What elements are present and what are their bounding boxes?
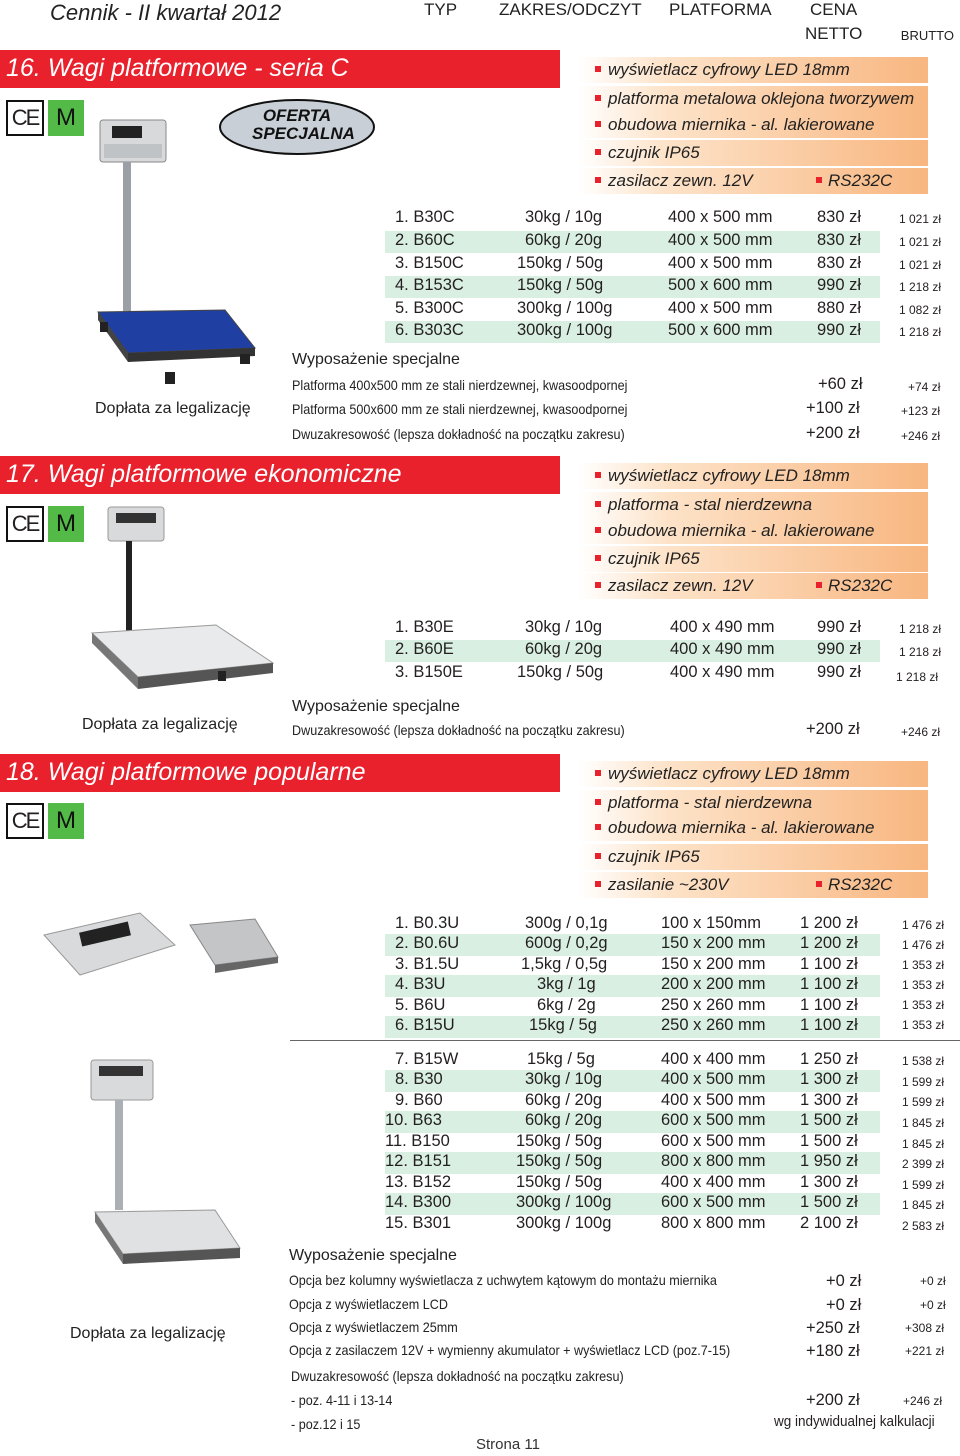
bullet-icon: [595, 501, 601, 507]
feature-text: zasilanie ~230V: [608, 875, 729, 894]
platform-cell: 400 x 500 mm: [668, 231, 773, 249]
feature-text: obudowa miernika - al. lakierowane: [608, 521, 875, 540]
platform-cell: 600 x 500 mm: [661, 1193, 766, 1211]
model-cell: 4. B3U: [395, 975, 446, 993]
range-cell: 150kg / 50g: [517, 276, 604, 294]
bullet-icon: [595, 582, 601, 588]
model-cell: 1. B0.3U: [395, 914, 460, 932]
range-cell: 15kg / 5g: [529, 1016, 597, 1034]
platform-cell: 150 x 200 mm: [661, 934, 766, 952]
feature-text: obudowa miernika - al. lakierowane: [608, 818, 875, 837]
bullet-icon: [816, 881, 822, 887]
model-cell: 5. B6U: [395, 996, 446, 1014]
range-cell: 3kg / 1g: [537, 975, 596, 993]
table-row: [385, 975, 880, 997]
net-price-cell: 1 100 zł: [800, 955, 858, 973]
range-cell: 150kg / 50g: [516, 1173, 603, 1191]
platform-cell: 400 x 490 mm: [670, 663, 775, 681]
range-cell: 150kg / 50g: [516, 1152, 603, 1170]
ce-mark-icon: CE: [6, 803, 44, 839]
gross-price-cell: 1 845 zł: [902, 1137, 945, 1151]
range-cell: 60kg / 20g: [525, 640, 603, 658]
platform-cell: 400 x 490 mm: [670, 618, 775, 636]
ce-mark-icon: CE: [6, 506, 44, 542]
model-cell: 8. B30: [395, 1070, 443, 1088]
section-17-title: 17. Wagi platformowe ekonomiczne: [6, 460, 402, 488]
bullet-icon: [595, 824, 601, 830]
net-price-cell: 1 200 zł: [800, 934, 858, 952]
feature-row: [578, 815, 928, 841]
special-equipment-title: Wyposażenie specjalne: [289, 1247, 457, 1264]
m-mark-icon: M: [48, 506, 84, 542]
model-cell: 13. B152: [385, 1173, 452, 1191]
table-row: [385, 231, 880, 253]
net-price-cell: 1 100 zł: [800, 975, 858, 993]
col-typ: TYP: [424, 0, 458, 19]
bullet-icon: [816, 177, 822, 183]
col-cena: CENA: [810, 0, 858, 19]
table-row: [385, 1214, 880, 1236]
range-cell: 30kg / 10g: [525, 1070, 603, 1088]
net-price-cell: 1 500 zł: [800, 1111, 858, 1129]
extra-gross: +308 zł: [905, 1321, 945, 1335]
col-platforma: PLATFORMA: [669, 0, 772, 19]
table-row: [385, 663, 880, 685]
gross-price-cell: 1 353 zł: [902, 978, 945, 992]
extra-net: +60 zł: [818, 375, 863, 393]
feature-text: platforma - stal nierdzewna: [608, 495, 813, 514]
gross-price-cell: 1 599 zł: [902, 1178, 945, 1192]
model-cell: 1. B30C: [395, 208, 455, 226]
extra-label: Platforma 500x600 mm ze stali nierdzewnej, kwasoodpornej: [292, 401, 628, 417]
platform-cell: 400 x 500 mm: [661, 1070, 766, 1088]
extra-gross: +221 zł: [905, 1344, 945, 1358]
model-cell: 9. B60: [395, 1091, 443, 1109]
col-brutto: BRUTTO: [900, 28, 954, 43]
model-cell: 2. B60E: [395, 640, 454, 658]
legalization-fee-label: Dopłata za legalizację: [95, 400, 251, 417]
table-row: [385, 914, 880, 936]
range-cell: 15kg / 5g: [527, 1050, 595, 1068]
dual-range-label: Dwuzakresowość (lepsza dokładność na początku zakresu): [291, 1368, 624, 1384]
feature-text: platforma metalowa oklejona tworzywem: [608, 89, 915, 108]
table-row: [385, 934, 880, 956]
extra-label: Opcja z zasilaczem 12V + wymienny akumulator + wyświetlacz LCD (poz.7-15): [289, 1342, 731, 1358]
range-cell: 600g / 0,2g: [525, 934, 608, 952]
gross-price-cell: 1 218 zł: [899, 645, 942, 659]
bullet-icon: [595, 149, 601, 155]
special-equipment-title: Wyposażenie specjalne: [292, 351, 460, 368]
table-row: [385, 1050, 880, 1072]
gross-price-cell: 1 021 zł: [899, 235, 942, 249]
table-row: [385, 1016, 880, 1038]
col-zakres: ZAKRES/ODCZYT: [499, 0, 642, 19]
section-17-bar: [0, 456, 560, 494]
range-cell: 60kg / 20g: [525, 231, 603, 249]
platform-cell: 400 x 500 mm: [661, 1091, 766, 1109]
net-price-cell: 1 500 zł: [800, 1132, 858, 1150]
bullet-icon: [816, 582, 822, 588]
platform-cell: 500 x 600 mm: [668, 276, 773, 294]
platform-cell: 250 x 260 mm: [661, 996, 766, 1014]
special-offer-text: OFERTA SPECJALNA: [252, 106, 355, 143]
gross-price-cell: 1 353 zł: [902, 958, 945, 972]
feature-text: czujnik IP65: [608, 549, 700, 568]
feature-row: [578, 463, 928, 489]
platform-cell: 200 x 200 mm: [661, 975, 766, 993]
extra-label: Dwuzakresowość (lepsza dokładność na początku zakresu): [292, 722, 625, 738]
range-cell: 150kg / 50g: [516, 1132, 603, 1150]
extra-net: +100 zł: [806, 399, 860, 417]
model-cell: 1. B30E: [395, 618, 454, 636]
gross-price-cell: 2 399 zł: [902, 1157, 945, 1171]
feature-text: RS232C: [828, 171, 893, 190]
extra-label: Opcja z wyświetlaczem LCD: [289, 1296, 448, 1312]
gross-price-cell: 1 476 zł: [902, 938, 945, 952]
platform-cell: 400 x 400 mm: [661, 1173, 766, 1191]
divider: [290, 1040, 960, 1041]
table-row: [385, 955, 880, 977]
bullet-icon: [595, 799, 601, 805]
extra-label: Dwuzakresowość (lepsza dokładność na początku zakresu): [292, 426, 625, 442]
feature-text: wyświetlacz cyfrowy LED 18mm: [608, 60, 850, 79]
page-number: Strona 11: [476, 1436, 540, 1453]
gross-price-cell: 1 218 zł: [899, 325, 942, 339]
bullet-icon: [595, 472, 601, 478]
legalization-fee-label: Dopłata za legalizację: [82, 716, 238, 733]
poz-range-1-gross: +246 zł: [903, 1394, 943, 1408]
model-cell: 14. B300: [385, 1193, 452, 1211]
platform-cell: 250 x 260 mm: [661, 1016, 766, 1034]
model-cell: 10. B63: [385, 1111, 442, 1129]
special-equipment-title: Wyposażenie specjalne: [292, 698, 460, 715]
m-mark-icon: M: [48, 803, 84, 839]
net-price-cell: 1 500 zł: [800, 1193, 858, 1211]
extra-label: Opcja z wyświetlaczem 25mm: [289, 1319, 458, 1335]
gross-price-cell: 1 218 zł: [899, 622, 942, 636]
gross-price-cell: 1 845 zł: [902, 1198, 945, 1212]
table-row: [385, 1070, 880, 1092]
table-row: [385, 1193, 880, 1215]
bullet-icon: [595, 66, 601, 72]
gross-price-cell: 1 082 zł: [899, 303, 942, 317]
model-cell: 12. B151: [385, 1152, 452, 1170]
range-cell: 300g / 0,1g: [525, 914, 608, 932]
poz-range-2: - poz.12 i 15: [291, 1416, 361, 1432]
extra-net: +180 zł: [806, 1342, 860, 1360]
gross-price-cell: 1 599 zł: [902, 1075, 945, 1089]
gross-price-cell: 1 021 zł: [899, 212, 942, 226]
poz-range-2-note: wg indywidualnej kalkulacji: [774, 1413, 935, 1430]
gross-price-cell: 1 476 zł: [902, 918, 945, 932]
feature-row: [578, 546, 928, 572]
bullet-icon: [595, 95, 601, 101]
feature-text: obudowa miernika - al. lakierowane: [608, 115, 875, 134]
extra-net: +0 zł: [826, 1296, 862, 1314]
net-price-cell: 1 300 zł: [800, 1091, 858, 1109]
platform-cell: 400 x 400 mm: [661, 1050, 766, 1068]
table-row: [385, 276, 880, 298]
range-cell: 30kg / 10g: [525, 618, 603, 636]
feature-row: [578, 57, 928, 83]
feature-row: [578, 872, 928, 898]
platform-cell: 100 x 150mm: [661, 914, 761, 932]
certification-marks: [6, 506, 84, 542]
section-18-bar: [0, 754, 560, 792]
model-cell: 15. B301: [385, 1214, 452, 1232]
net-price-cell: 990 zł: [817, 321, 862, 339]
feature-row: [578, 844, 928, 870]
net-price-cell: 830 zł: [817, 208, 862, 226]
extra-gross: +246 zł: [901, 725, 941, 739]
gross-price-cell: 1 218 zł: [899, 280, 942, 294]
feature-row: [578, 140, 928, 166]
bullet-icon: [595, 555, 601, 561]
certification-marks: [6, 803, 84, 839]
platform-cell: 800 x 800 mm: [661, 1152, 766, 1170]
platform-cell: 400 x 500 mm: [668, 208, 773, 226]
feature-text: RS232C: [828, 576, 893, 595]
table-row: [385, 1111, 880, 1133]
scale-c-image: [90, 110, 270, 390]
table-row: [385, 299, 880, 321]
net-price-cell: 1 300 zł: [800, 1070, 858, 1088]
section-16-bar: [0, 50, 560, 88]
scale-b-image: [65, 1050, 265, 1290]
net-price-cell: 1 100 zł: [800, 1016, 858, 1034]
net-price-cell: 1 250 zł: [800, 1050, 858, 1068]
model-cell: 5. B300C: [395, 299, 464, 317]
range-cell: 300kg / 100g: [517, 321, 613, 339]
table-row: [385, 640, 880, 662]
model-cell: 3. B150E: [395, 663, 463, 681]
gross-price-cell: 1 218 zł: [896, 670, 939, 684]
gross-price-cell: 1 021 zł: [899, 258, 942, 272]
platform-cell: 400 x 490 mm: [670, 640, 775, 658]
bullet-icon: [595, 121, 601, 127]
gross-price-cell: 2 583 zł: [902, 1219, 945, 1233]
range-cell: 300kg / 100g: [517, 299, 613, 317]
net-price-cell: 990 zł: [817, 276, 862, 294]
extra-gross: +0 zł: [920, 1274, 946, 1288]
section-16-title: 16. Wagi platformowe - seria C: [6, 54, 349, 82]
legalization-fee-label: Dopłata za legalizację: [70, 1325, 226, 1342]
m-mark-icon: M: [48, 100, 84, 136]
model-cell: 11. B150: [385, 1132, 450, 1150]
model-cell: 6. B303C: [395, 321, 464, 339]
bullet-icon: [595, 853, 601, 859]
table-row: [385, 618, 880, 640]
extra-net: +200 zł: [806, 424, 860, 442]
extra-gross: +246 zł: [901, 429, 941, 443]
poz-range-1-net: +200 zł: [806, 1391, 860, 1409]
feature-row: [578, 790, 928, 816]
bullet-icon: [595, 177, 601, 183]
feature-row: [578, 518, 928, 544]
gross-price-cell: 1 538 zł: [902, 1054, 945, 1068]
net-price-cell: 1 100 zł: [800, 996, 858, 1014]
net-price-cell: 830 zł: [817, 231, 862, 249]
scale-e-image: [88, 505, 278, 705]
gross-price-cell: 1 845 zł: [902, 1116, 945, 1130]
table-row: [385, 996, 880, 1018]
table-row: [385, 208, 880, 230]
feature-text: czujnik IP65: [608, 143, 700, 162]
bullet-icon: [595, 527, 601, 533]
net-price-cell: 1 950 zł: [800, 1152, 858, 1170]
ce-mark-icon: CE: [6, 100, 44, 136]
model-cell: 3. B1.5U: [395, 955, 460, 973]
model-cell: 2. B0.6U: [395, 934, 460, 952]
feature-row: [578, 492, 928, 518]
model-cell: 3. B150C: [395, 254, 464, 272]
net-price-cell: 2 100 zł: [800, 1214, 858, 1232]
bullet-icon: [595, 881, 601, 887]
platform-cell: 500 x 600 mm: [668, 321, 773, 339]
col-netto: NETTO: [805, 24, 863, 43]
table-row: [385, 1091, 880, 1113]
net-price-cell: 1 200 zł: [800, 914, 858, 932]
net-price-cell: 880 zł: [817, 299, 862, 317]
range-cell: 6kg / 2g: [537, 996, 596, 1014]
table-row: [385, 1132, 880, 1154]
feature-text: czujnik IP65: [608, 847, 700, 866]
range-cell: 300kg / 100g: [516, 1193, 612, 1211]
scale-u-image: [40, 905, 280, 985]
feature-text: RS232C: [828, 875, 893, 894]
range-cell: 300kg / 100g: [516, 1214, 612, 1232]
range-cell: 150kg / 50g: [517, 254, 604, 272]
platform-cell: 400 x 500 mm: [668, 254, 773, 272]
platform-cell: 150 x 200 mm: [661, 955, 766, 973]
range-cell: 60kg / 20g: [525, 1111, 603, 1129]
extra-gross: +0 zł: [920, 1298, 946, 1312]
extra-label: Platforma 400x500 mm ze stali nierdzewnej, kwasoodpornej: [292, 377, 628, 393]
model-cell: 7. B15W: [395, 1050, 459, 1068]
feature-text: zasilacz zewn. 12V: [608, 171, 753, 190]
extra-gross: +123 zł: [901, 404, 941, 418]
extra-label: Opcja bez kolumny wyświetlacza z uchwytem kątowym do montażu miernika: [289, 1272, 717, 1288]
bullet-icon: [595, 770, 601, 776]
net-price-cell: 830 zł: [817, 254, 862, 272]
extra-net: +0 zł: [826, 1272, 862, 1290]
extra-net: +250 zł: [806, 1319, 860, 1337]
net-price-cell: 990 zł: [817, 618, 862, 636]
gross-price-cell: 1 353 zł: [902, 998, 945, 1012]
feature-row: [578, 168, 928, 194]
table-row: [385, 1173, 880, 1195]
platform-cell: 400 x 500 mm: [668, 299, 773, 317]
range-cell: 30kg / 10g: [525, 208, 603, 226]
range-cell: 150kg / 50g: [517, 663, 604, 681]
feature-row: [578, 86, 928, 112]
net-price-cell: 1 300 zł: [800, 1173, 858, 1191]
net-price-cell: 990 zł: [817, 640, 862, 658]
platform-cell: 800 x 800 mm: [661, 1214, 766, 1232]
model-cell: 6. B15U: [395, 1016, 455, 1034]
gross-price-cell: 1 599 zł: [902, 1095, 945, 1109]
poz-range-1: - poz. 4-11 i 13-14: [291, 1392, 393, 1408]
feature-text: zasilacz zewn. 12V: [608, 576, 753, 595]
section-18-title: 18. Wagi platformowe popularne: [6, 758, 366, 786]
table-row: [385, 1152, 880, 1174]
platform-cell: 600 x 500 mm: [661, 1111, 766, 1129]
gross-price-cell: 1 353 zł: [902, 1018, 945, 1032]
certification-marks: [6, 100, 84, 136]
range-cell: 60kg / 20g: [525, 1091, 603, 1109]
net-price-cell: 990 zł: [817, 663, 862, 681]
model-cell: 4. B153C: [395, 276, 464, 294]
page-title: Cennik - II kwartał 2012: [50, 0, 282, 25]
extra-net: +200 zł: [806, 720, 860, 738]
model-cell: 2. B60C: [395, 231, 455, 249]
feature-text: wyświetlacz cyfrowy LED 18mm: [608, 764, 850, 783]
table-row: [385, 254, 880, 276]
table-row: [385, 321, 880, 343]
feature-text: platforma - stal nierdzewna: [608, 793, 813, 812]
feature-row: [578, 761, 928, 787]
range-cell: 1,5kg / 0,5g: [521, 955, 608, 973]
platform-cell: 600 x 500 mm: [661, 1132, 766, 1150]
extra-gross: +74 zł: [908, 380, 941, 394]
feature-text: wyświetlacz cyfrowy LED 18mm: [608, 466, 850, 485]
feature-row: [578, 573, 928, 599]
feature-row: [578, 112, 928, 138]
